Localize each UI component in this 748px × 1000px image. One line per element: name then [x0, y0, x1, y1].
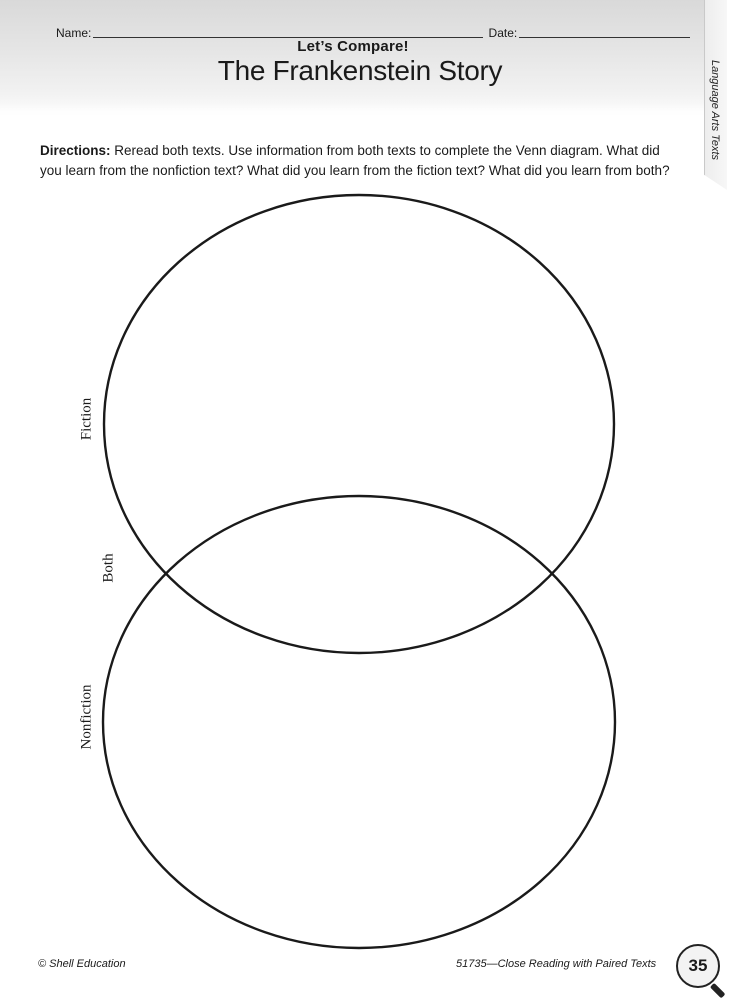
fiction-label: Fiction — [78, 397, 95, 441]
nonfiction-circle[interactable] — [100, 496, 615, 948]
directions-text: Reread both texts. Use information from both texts to complete the Venn diagram. What did you learn from the nonfiction text? What did you learn from the fiction text? What did you learn from both? — [40, 143, 670, 178]
page-subtitle: Let’s Compare! — [297, 38, 409, 55]
fiction-circle[interactable] — [104, 195, 614, 653]
book-title: 51735—Close Reading with Paired Texts — [456, 958, 657, 970]
side-tab-label: Language Arts Texts — [709, 59, 721, 161]
page-title: The Frankenstein Story — [217, 55, 503, 86]
both-label: Both — [100, 553, 117, 583]
name-label: Name: — [56, 26, 92, 40]
nonfiction-label: Nonfiction — [78, 684, 95, 750]
directions-label: Directions: — [40, 143, 111, 158]
page-number: 35 — [676, 944, 720, 988]
publisher-credit: © Shell Education — [38, 958, 126, 970]
date-label: Date: — [488, 26, 518, 40]
